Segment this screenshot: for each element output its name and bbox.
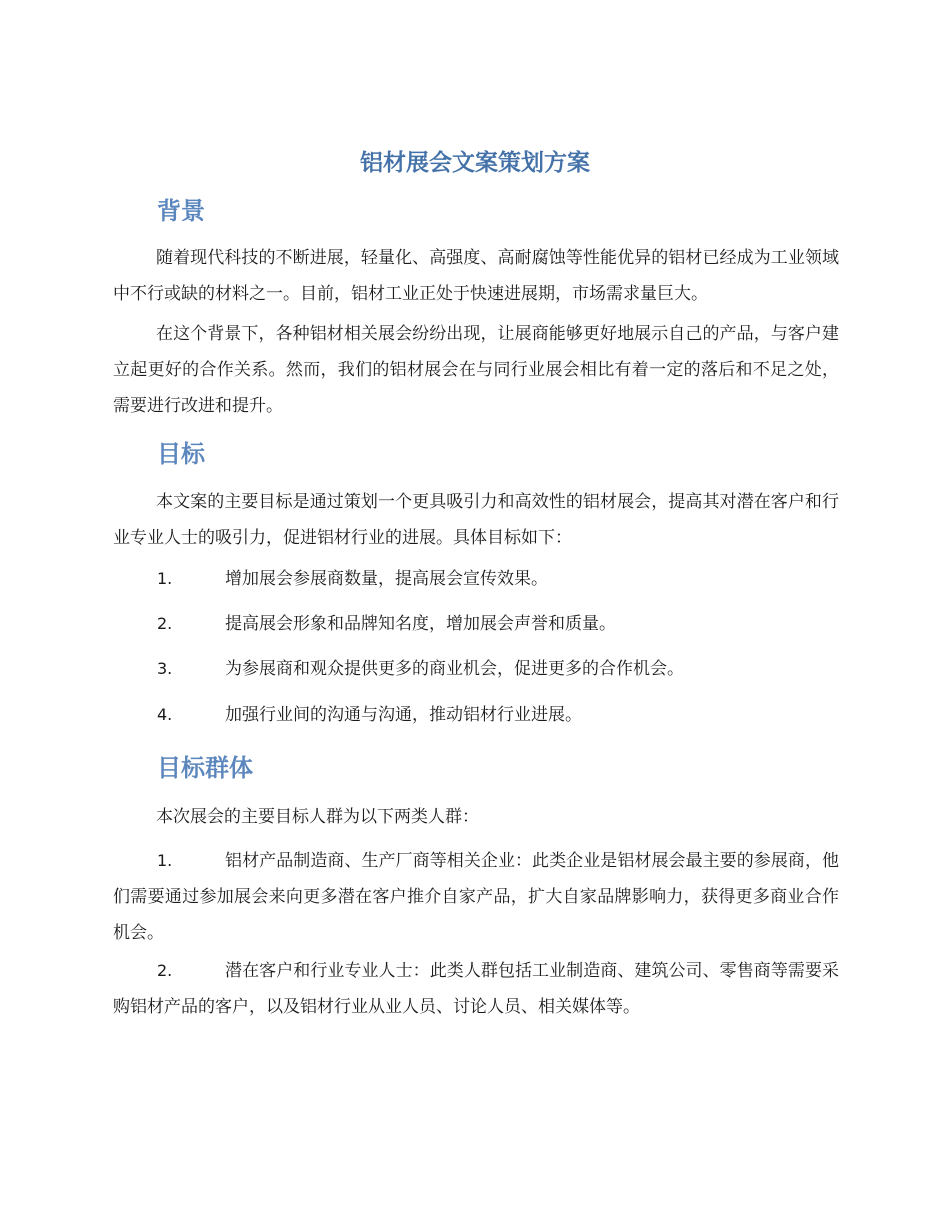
background-paragraph-1: 随着现代科技的不断进展，轻量化、高强度、高耐腐蚀等性能优异的铝材已经成为工业领域中不行或缺的材料之一。目前，铝材工业正处于快速进展期，市场需求量巨大。 — [113, 248, 839, 304]
goal-item — [113, 651, 839, 687]
goals-intro: 本文案的主要目标是通过策划一个更具吸引力和高效性的铝材展会，提高其对潜在客户和行业专业人士的吸引力，促进铝材行业的进展。具体目标如下： — [113, 492, 839, 548]
heading-background: 背景 — [157, 197, 205, 225]
audience-intro: 本次展会的主要目标人群为以下两类人群： — [156, 807, 479, 827]
audience-item-text: 潜在客户和行业专业人士：此类人群包括工业制造商、建筑公司、零售商等需要采购铝材产品的客户，以及铝材行业从业人员、讨论人员、相关媒体等。 — [113, 961, 839, 1017]
audience-item — [113, 843, 839, 951]
goal-item-text: 为参展商和观众提供更多的商业机会，促进更多的合作机会。 — [225, 659, 684, 679]
goal-item — [113, 606, 839, 642]
goal-item — [113, 697, 839, 733]
audience-item-number: 2. — [157, 961, 173, 980]
heading-goals: 目标 — [157, 440, 205, 468]
audience-item — [113, 953, 839, 1025]
goal-item-text: 增加展会参展商数量，提高展会宣传效果。 — [225, 569, 548, 589]
document-title: 铝材展会文案策划方案 — [360, 150, 590, 176]
goal-item-number: 4. — [157, 705, 173, 724]
background-paragraph-2: 在这个背景下，各种铝材相关展会纷纷出现，让展商能够更好地展示自己的产品，与客户建立起更好的合作关系。然而，我们的铝材展会在与同行业展会相比有着一定的落后和不足之处，需要进行改进和提升。 — [113, 324, 839, 416]
heading-audience: 目标群体 — [157, 754, 253, 782]
goal-item-number: 2. — [157, 614, 173, 633]
goal-item-number: 1. — [157, 569, 173, 588]
goal-item-number: 3. — [157, 659, 173, 678]
goal-item-text: 加强行业间的沟通与沟通，推动铝材行业进展。 — [225, 705, 582, 725]
goal-item — [113, 561, 839, 597]
audience-item-text: 铝材产品制造商、生产厂商等相关企业：此类企业是铝材展会最主要的参展商，他们需要通过参加展会来向更多潜在客户推介自家产品，扩大自家品牌影响力，获得更多商业合作机会。 — [113, 851, 839, 943]
audience-item-number: 1. — [157, 851, 173, 870]
goal-item-text: 提高展会形象和品牌知名度，增加展会声誉和质量。 — [225, 614, 616, 634]
